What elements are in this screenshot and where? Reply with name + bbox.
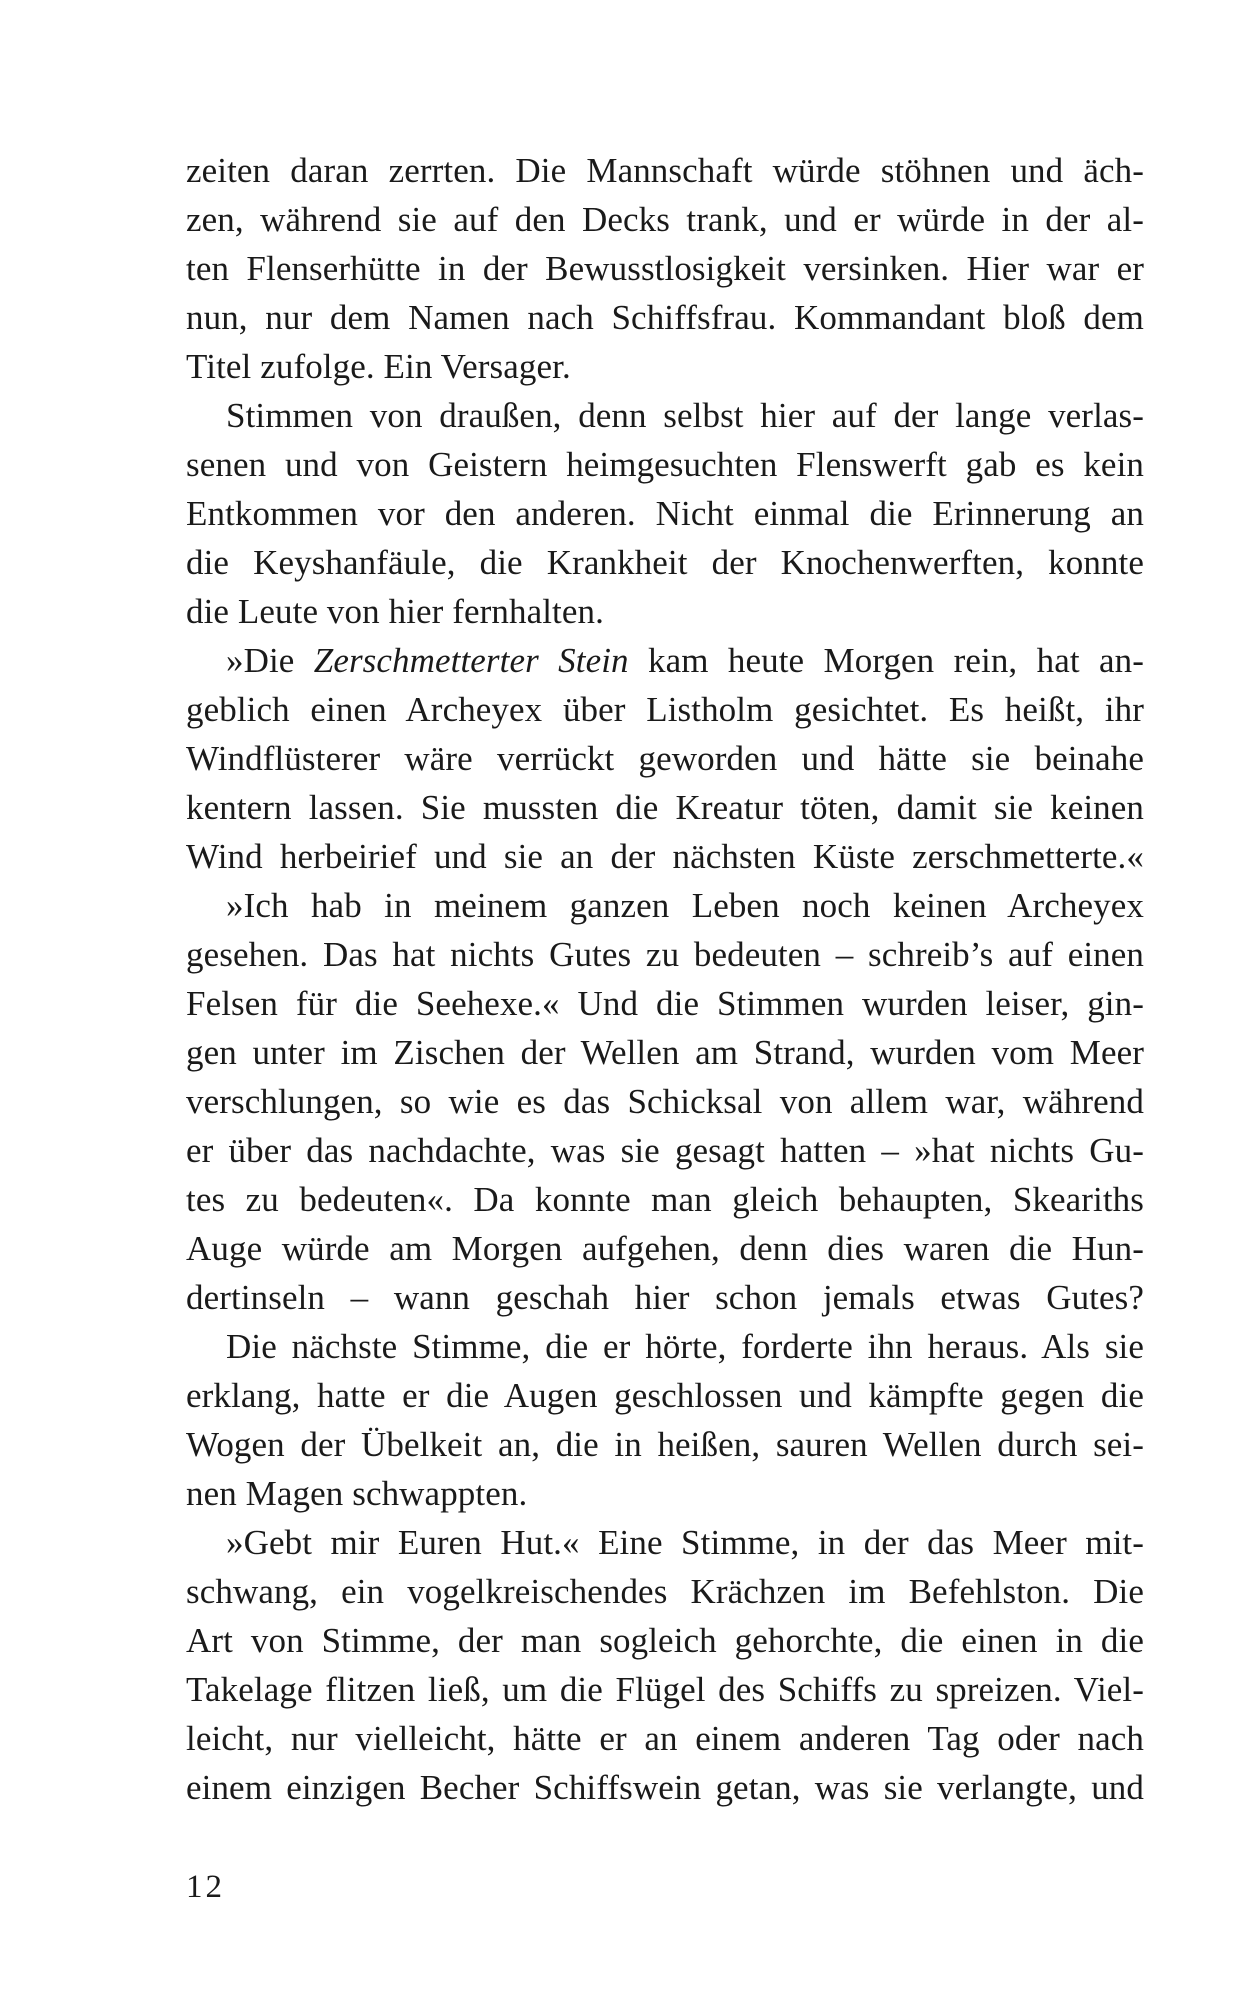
text-line: die Keyshanfäule, die Krankheit der Knochenwerften, konnte (186, 543, 1144, 582)
body-text (186, 146, 1144, 1812)
text-line: erklang, hatte er die Augen geschlossen und kämpfte gegen die (186, 1376, 1144, 1415)
text-line: leicht, nur vielleicht, hätte er an einem anderen Tag oder nach (186, 1719, 1144, 1758)
text-line: Auge würde am Morgen aufgehen, denn dies waren die Hun- (186, 1229, 1144, 1268)
text-segment: kam heute Morgen rein, hat an- (628, 641, 1144, 680)
text-line: die Leute von hier fernhalten. (186, 592, 604, 631)
text-line: gesehen. Das hat nichts Gutes zu bedeuten – schreib’s auf einen (186, 935, 1144, 974)
text-line: »Gebt mir Euren Hut.« Eine Stimme, in der das Meer mit- (226, 1523, 1144, 1562)
text-line: ten Flenserhütte in der Bewusstlosigkeit versinken. Hier war er (186, 249, 1144, 288)
text-line: nen Magen schwappten. (186, 1474, 528, 1513)
text-line: Entkommen vor den anderen. Nicht einmal die Erinnerung an (186, 494, 1144, 533)
text-line: schwang, ein vogelkreischendes Krächzen im Befehlston. Die (186, 1572, 1144, 1611)
text-line: Titel zufolge. Ein Versager. (186, 347, 571, 386)
text-line: Stimmen von draußen, denn selbst hier auf der lange verlas- (226, 396, 1144, 435)
text-line: zeiten daran zerrten. Die Mannschaft würde stöhnen und äch- (186, 151, 1144, 190)
text-line: Wind herbeirief und sie an der nächsten Küste zerschmetterte.« (186, 837, 1144, 876)
text-line: kentern lassen. Sie mussten die Kreatur töten, damit sie keinen (186, 788, 1144, 827)
text-line: Wogen der Übelkeit an, die in heißen, sauren Wellen durch sei- (186, 1425, 1144, 1464)
page-number: 12 (186, 1869, 225, 1905)
ship-name: Zerschmetterter Stein (313, 641, 629, 680)
text-line: senen und von Geistern heimgesuchten Flenswerft gab es kein (186, 445, 1144, 484)
text-line: Art von Stimme, der man sogleich gehorchte, die einen in die (186, 1621, 1144, 1660)
text-line: nun, nur dem Namen nach Schiffsfrau. Kommandant bloß dem (186, 298, 1144, 337)
text-line: zen, während sie auf den Decks trank, und er würde in der al- (186, 200, 1144, 239)
text-segment: »Die (226, 641, 314, 680)
text-line: Takelage flitzen ließ, um die Flügel des Schiffs zu spreizen. Viel- (186, 1670, 1144, 1709)
text-line: Die nächste Stimme, die er hörte, forderte ihn heraus. Als sie (226, 1327, 1144, 1366)
text-line: einem einzigen Becher Schiffswein getan, was sie verlangte, und (186, 1768, 1144, 1807)
text-line: Windflüsterer wäre verrückt geworden und hätte sie beinahe (186, 739, 1144, 778)
text-line: »Ich hab in meinem ganzen Leben noch keinen Archeyex (226, 886, 1144, 925)
text-line: dertinseln – wann geschah hier schon jemals etwas Gutes? (186, 1278, 1144, 1317)
text-line: er über das nachdachte, was sie gesagt hatten – »hat nichts Gu- (186, 1131, 1144, 1170)
text-line: Felsen für die Seehexe.« Und die Stimmen wurden leiser, gin- (186, 984, 1144, 1023)
text-line: verschlungen, so wie es das Schicksal von allem war, während (186, 1082, 1144, 1121)
text-line: tes zu bedeuten«. Da konnte man gleich behaupten, Skeariths (186, 1180, 1144, 1219)
text-line: geblich einen Archeyex über Listholm gesichtet. Es heißt, ihr (186, 690, 1144, 729)
text-line (186, 636, 1144, 685)
text-line: gen unter im Zischen der Wellen am Strand, wurden vom Meer (186, 1033, 1144, 1072)
